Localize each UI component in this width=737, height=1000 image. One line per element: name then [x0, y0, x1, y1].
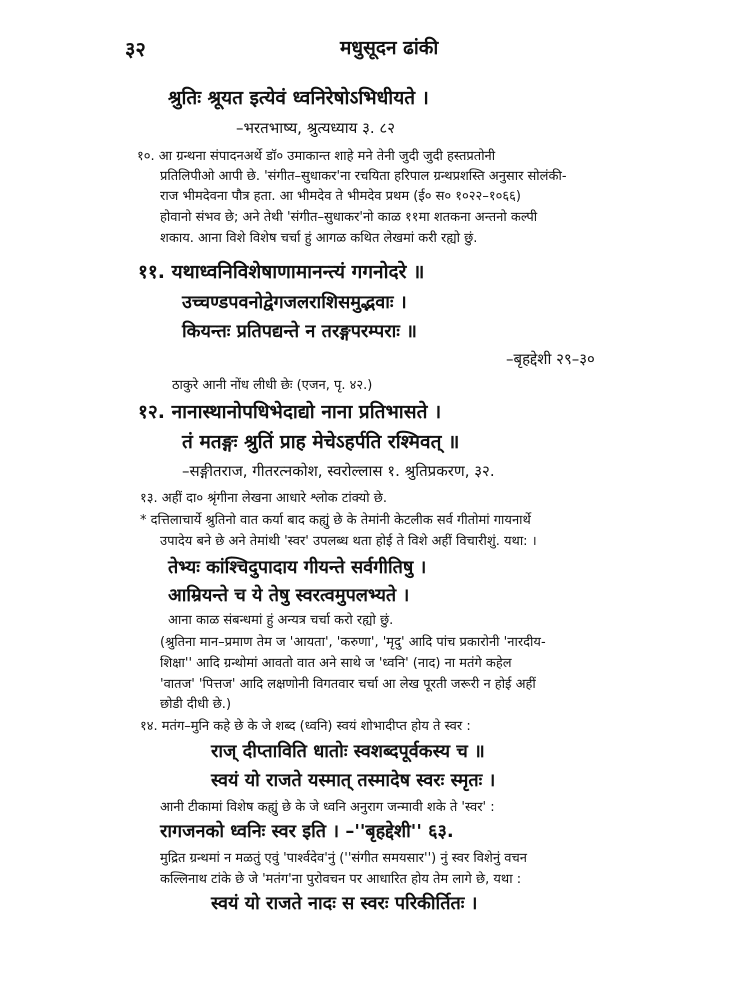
source-citation: –सङ्गीतराज, गीतरत्नकोश, स्वरोल्लास १. श्रुतिप्रकरण, ३२.	[182, 462, 495, 480]
sanskrit-verse-line: तं मतङ्गः श्रुतिं प्राह मेचेऽहर्पति रश्मिवत् ॥	[182, 431, 460, 453]
footnote-12-verse: १२. नानास्थानोपधिभेदाद्यो नाना प्रतिभासते ।	[138, 401, 442, 423]
footnote-10-line: शकाय. आना विशे विशेष चर्चा हुं आगळ कथित लेखमां करी रह्यो छुं.	[160, 231, 478, 246]
footnote-10-line: १०. आ ग्रन्थना संपादनअर्थे डॉ० उमाकान्त शाहे मने तेनी जुदी जुदी हस्तप्रतोनी	[137, 149, 496, 164]
footnote-10-line: प्रतिलिपीओ आपी छे. 'संगीत–सुधाकर'ना रचयिता हरिपाल ग्रन्थप्रशस्ति अनुसार सोलंकी-	[160, 169, 567, 184]
note-line: ठाकुरे आनी नोंध लीधी छेः (एजन, पृ. ४२.)	[172, 378, 373, 393]
sanskrit-verse-line: आम्रियन्ते च ये तेषु स्वरत्वमुपलभ्यते ।	[168, 585, 410, 606]
running-title: मधुसूदन ढांकी	[340, 37, 439, 59]
note-line: मुद्रित ग्रन्थमां न मळतुं एवुं 'पार्श्वदेव'नुं (''संगीत समयसार'') नुं स्वर विशेनुं वचन	[160, 851, 527, 866]
note-line: आनी टीकामां विशेष कह्युं छे के जे ध्वनि अनुराग जन्मावी शके ते 'स्वर' :	[160, 800, 495, 815]
footnote-10-line: होवानो संभव छे; अने तेथी 'संगीत–सुधाकर'नो काळ ११मा शतकना अन्तनो कल्पी	[160, 210, 538, 225]
note-line: शिक्षा'' आदि ग्रन्थोमां आवतो वात अने साथे ज 'ध्वनि' (नाद) ना मतंगे कहेल	[160, 656, 512, 671]
page-number: ३२	[125, 37, 146, 61]
source-citation: –बृहद्देशी २९–३०	[506, 350, 595, 368]
note-line: * दत्तिलाचार्ये श्रुतिनो वात कर्या बाद कह्युं छे के तेमांनी केटलीक सर्व गीतोमां गायनार्थे	[140, 513, 531, 528]
footnote-14-line: १४. मतंग–मुनि कहे छे के जे शब्द (ध्वनि) स्वयं शोभादीप्त होय ते स्वर :	[140, 719, 471, 734]
footnote-13-line: १३. अहीं दा० श्रृंगीना लेखना आधारे श्लोक टांक्यो छे.	[140, 491, 387, 506]
sanskrit-verse-line: श्रुतिः श्रूयत इत्येवं ध्वनिरेषोऽभिधीयते ।	[168, 87, 429, 109]
source-citation: –भरतभाष्य, श्रुत्यध्याय ३. ८२	[236, 119, 396, 137]
sanskrit-verse-line: रागजनको ध्वनिः स्वर इति । –''बृहद्देशी'' ६३.	[160, 821, 454, 842]
sanskrit-verse-line: उच्चण्डपवनोद्वेगजलराशिसमुद्भवाः ।	[182, 292, 407, 313]
sanskrit-verse-line: राज् दीप्ताविति धातोः स्वशब्दपूर्वकस्य च ॥	[211, 741, 485, 762]
note-line: आना काळ संबन्धमां हुं अन्यत्र चर्चा करो रह्यो छुं.	[168, 613, 394, 628]
footnote-11-verse: ११. यथाध्वनिविशेषाणामानन्त्यं गगनोदरे ॥	[138, 261, 425, 283]
note-line: 'वातज' 'पित्तज' आदि लक्षणोनी विगतवार चर्चा आ लेख पूरती जरूरी न होई अहीं	[160, 677, 536, 692]
sanskrit-verse-line: तेभ्यः कांश्चिदुपादाय गीयन्ते सर्वगीतिषु ।	[168, 557, 427, 578]
note-line: छोडी दीधी छे.)	[160, 697, 232, 712]
note-line: कल्लिनाथ टांके छे जे 'मतंग'ना पुरोवचन पर आधारित होय तेम लागे छे, यथा :	[160, 872, 522, 887]
note-line: उपादेय बने छे अने तेमांथी 'स्वर' उपलब्ध थता होई ते विशे अहीं विचारीशुं. यथा: ।	[160, 534, 537, 549]
sanskrit-verse-line: स्वयं यो राजते यस्मात् तस्मादेष स्वरः स्मृतः ।	[211, 770, 496, 791]
sanskrit-verse-line: स्वयं यो राजते नादः स स्वरः परिकीर्तितः ।	[211, 893, 478, 914]
sanskrit-verse-line: कियन्तः प्रतिपद्यन्ते न तरङ्गपरम्पराः ॥	[182, 321, 417, 342]
footnote-10-line: राज भीमदेवना पौत्र हता. आ भीमदेव ते भीमदेव प्रथम (ई० स० १०२२–१०६६)	[160, 189, 521, 204]
note-line: (श्रुतिना मान–प्रमाण तेम ज 'आयता', 'करुणा', 'मृदु' आदि पांच प्रकारोनी 'नारदीय-	[160, 635, 546, 650]
